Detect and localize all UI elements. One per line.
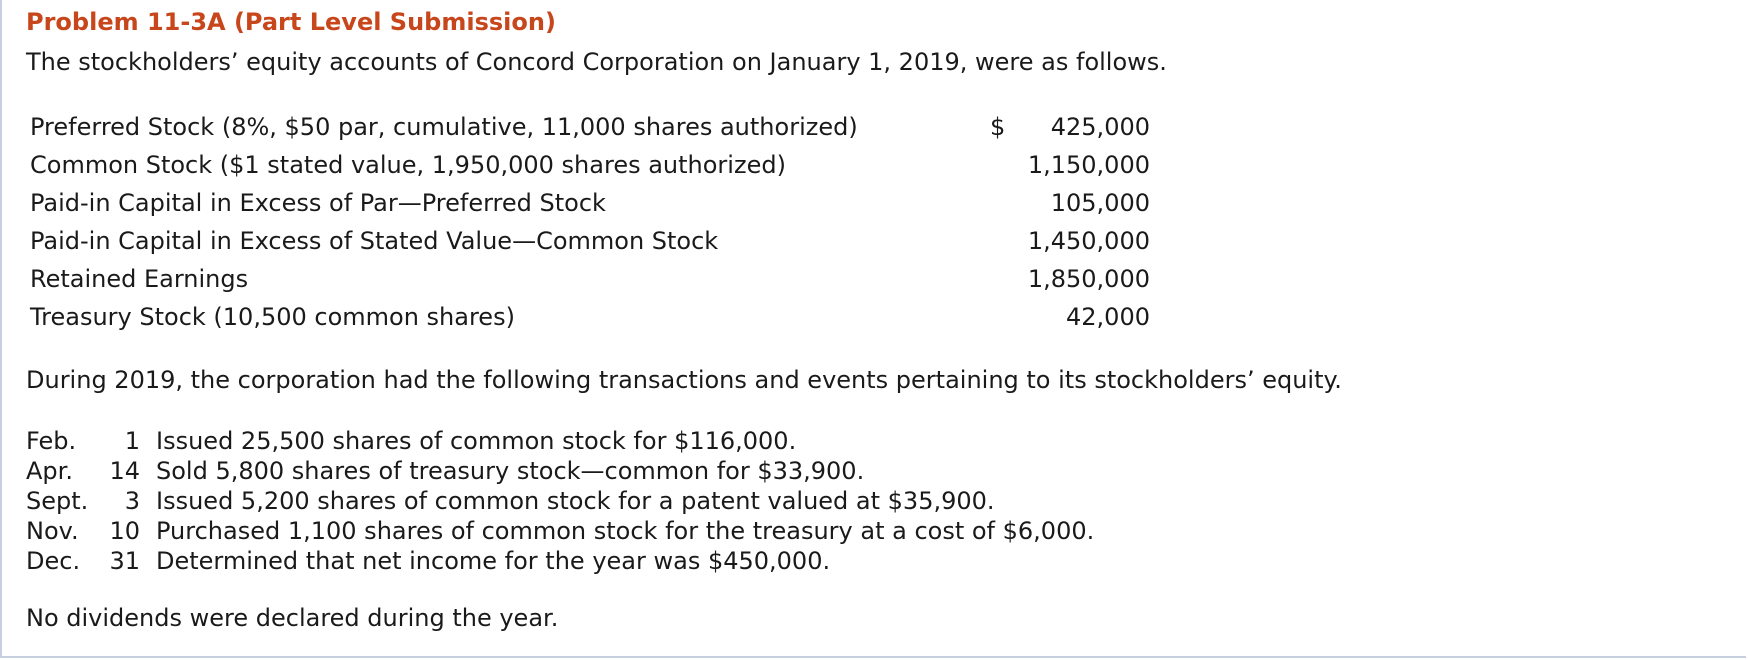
transaction-day: 3 bbox=[124, 487, 140, 515]
transaction-description: Purchased 1,100 shares of common stock for the treasury at a cost of $6,000. bbox=[156, 517, 1095, 545]
table-row bbox=[30, 146, 1150, 184]
account-label: Preferred Stock (8%, $50 par, cumulative, 11,000 shares authorized) bbox=[30, 113, 858, 141]
account-label: Paid-in Capital in Excess of Stated Value—Common Stock bbox=[30, 227, 719, 255]
account-amount: 42,000 bbox=[1066, 303, 1150, 331]
account-label: Paid-in Capital in Excess of Par—Preferred Stock bbox=[30, 189, 606, 217]
currency-symbol: $ bbox=[990, 113, 1006, 141]
transaction-month: Sept. bbox=[26, 487, 89, 515]
account-amount: 1,450,000 bbox=[1027, 227, 1150, 255]
transaction-month: Dec. bbox=[26, 547, 81, 575]
problem-title: Problem 11-3A (Part Level Submission) bbox=[26, 8, 556, 36]
table-row bbox=[30, 298, 1150, 336]
account-amount: 1,150,000 bbox=[1027, 151, 1150, 179]
transaction-row bbox=[26, 486, 1094, 516]
transaction-row bbox=[26, 516, 1094, 546]
transaction-description: Sold 5,800 shares of treasury stock—common for $33,900. bbox=[156, 457, 865, 485]
intro-text: The stockholders’ equity accounts of Concord Corporation on January 1, 2019, were as follows. bbox=[26, 48, 1167, 76]
transaction-day: 14 bbox=[109, 457, 140, 485]
transaction-month: Nov. bbox=[26, 517, 79, 545]
account-label: Common Stock ($1 stated value, 1,950,000 shares authorized) bbox=[30, 151, 786, 179]
account-label: Treasury Stock (10,500 common shares) bbox=[30, 303, 515, 331]
closing-text: No dividends were declared during the year. bbox=[26, 604, 559, 632]
transaction-row bbox=[26, 456, 1094, 486]
transaction-row bbox=[26, 426, 1094, 456]
transaction-month: Apr. bbox=[26, 457, 73, 485]
transactions-table bbox=[26, 426, 1094, 576]
equity-accounts-table bbox=[30, 108, 1150, 336]
account-label: Retained Earnings bbox=[30, 265, 249, 293]
table-row bbox=[30, 222, 1150, 260]
account-amount: 1,850,000 bbox=[1027, 265, 1150, 293]
account-amount: 425,000 bbox=[1050, 113, 1150, 141]
table-row bbox=[30, 260, 1150, 298]
table-row bbox=[30, 108, 1150, 146]
transaction-day: 10 bbox=[109, 517, 140, 545]
transaction-description: Issued 25,500 shares of common stock for $116,000. bbox=[156, 427, 797, 455]
transaction-row bbox=[26, 546, 1094, 576]
transaction-description: Issued 5,200 shares of common stock for a patent valued at $35,900. bbox=[156, 487, 995, 515]
transactions-intro-text: During 2019, the corporation had the following transactions and events pertaining to its stockholders’ equity. bbox=[26, 366, 1342, 394]
transaction-day: 1 bbox=[124, 427, 140, 455]
account-amount: 105,000 bbox=[1050, 189, 1150, 217]
transaction-month: Feb. bbox=[26, 427, 77, 455]
account-amount-cell bbox=[990, 108, 1150, 146]
transaction-description: Determined that net income for the year was $450,000. bbox=[156, 547, 831, 575]
transaction-day: 31 bbox=[109, 547, 140, 575]
table-row bbox=[30, 184, 1150, 222]
